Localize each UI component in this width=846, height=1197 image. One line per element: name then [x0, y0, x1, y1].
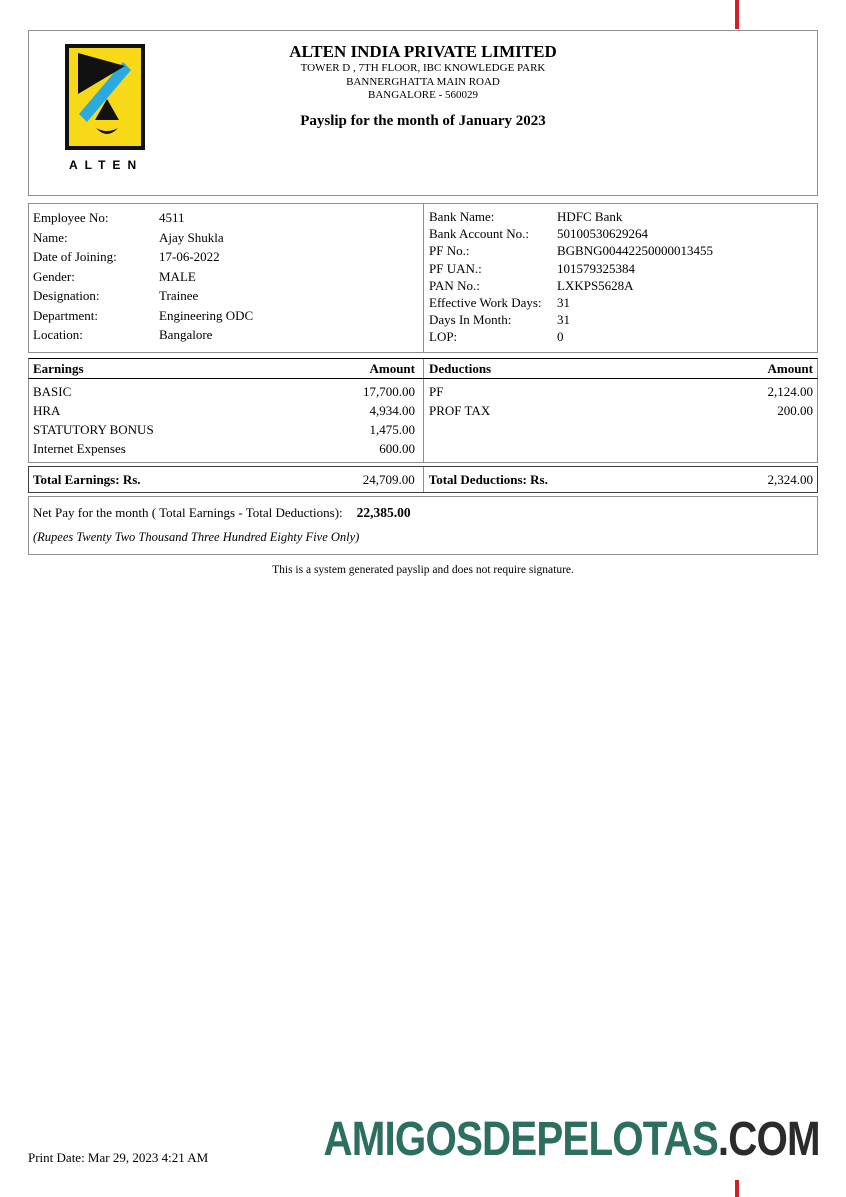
field-value: Engineering ODC	[159, 307, 254, 323]
employee-field-row	[424, 277, 817, 294]
field-label: Designation:	[33, 288, 100, 303]
employee-details-left	[29, 204, 423, 352]
totals-row	[28, 466, 818, 493]
earnings-header: Earnings	[33, 360, 84, 376]
field-label: Department:	[33, 307, 98, 323]
company-name: ALTEN INDIA PRIVATE LIMITED	[289, 42, 557, 61]
field-value: 101579325384	[557, 260, 635, 276]
employee-field-row	[424, 208, 817, 225]
company-address-line-3: BANGALORE - 560029	[368, 89, 478, 101]
total-deductions-label: Total Deductions: Rs.	[428, 471, 548, 487]
field-value: Ajay Shukla	[159, 229, 224, 245]
scan-mark-top	[735, 0, 739, 29]
field-label: Employee No:	[33, 210, 109, 225]
net-pay-label: Net Pay for the month ( Total Earnings - Total Deductions):	[33, 504, 343, 520]
deduction-label: PF	[429, 383, 444, 399]
earning-amount: 1,475.00	[369, 421, 415, 437]
field-value: BGBNG00442250000013455	[557, 243, 714, 259]
employee-field-row	[424, 225, 817, 242]
employee-field-row	[424, 294, 817, 311]
earning-row	[29, 439, 423, 458]
field-value: 31	[557, 312, 570, 328]
deduction-row	[424, 382, 817, 401]
company-address-line-1: TOWER D , 7TH FLOOR, IBC KNOWLEDGE PARK	[300, 62, 546, 74]
employee-field-row	[29, 228, 423, 248]
field-label: PAN No.:	[429, 277, 480, 293]
deduction-amount: 200.00	[777, 402, 813, 418]
payslip-document	[28, 30, 818, 576]
earning-label: STATUTORY BONUS	[33, 421, 154, 437]
field-value: 17-06-2022	[159, 249, 220, 264]
field-value: LXKPS5628A	[557, 277, 634, 293]
field-label: Date of Joining:	[33, 249, 117, 264]
field-value: 0	[557, 329, 564, 345]
field-label: Location:	[33, 327, 83, 342]
company-header-box	[28, 30, 818, 196]
employee-details-box	[28, 203, 818, 353]
watermark-brand: AMIGOSDEPELOTAS	[323, 1113, 719, 1166]
print-date: Print Date: Mar 29, 2023 4:21 AM	[28, 1150, 209, 1165]
employee-field-row	[29, 286, 423, 306]
employee-field-row	[424, 242, 817, 259]
employee-field-row	[424, 311, 817, 328]
company-address-line-2: BANNERGHATTA MAIN ROAD	[346, 75, 500, 88]
field-label: PF No.:	[429, 243, 470, 259]
earnings-amount-header: Amount	[369, 360, 415, 376]
deduction-amount: 2,124.00	[767, 383, 813, 399]
field-label: Name:	[33, 229, 68, 245]
earning-row	[29, 401, 423, 420]
alten-logo-text: ALTEN	[69, 158, 144, 172]
field-value: Bangalore	[159, 327, 213, 342]
alten-logo	[65, 44, 147, 172]
field-value: 50100530629264	[557, 226, 648, 242]
net-pay-words: (Rupees Twenty Two Thousand Three Hundred Eighty Five Only)	[33, 529, 360, 544]
employee-field-row	[29, 267, 423, 287]
employee-field-row	[424, 260, 817, 277]
deductions-header: Deductions	[429, 360, 492, 376]
net-pay-box	[28, 496, 818, 555]
earning-row	[29, 420, 423, 439]
field-label: LOP:	[429, 329, 458, 345]
total-earnings-amount: 24,709.00	[362, 471, 415, 487]
deduction-label: PROF TAX	[429, 402, 491, 418]
field-label: Gender:	[33, 268, 75, 284]
field-value: 31	[557, 295, 570, 311]
deductions-rows	[423, 379, 817, 462]
employee-field-row	[29, 325, 423, 345]
total-deductions-amount: 2,324.00	[767, 471, 813, 487]
employee-field-row	[424, 328, 817, 345]
earnings-deductions-body	[28, 379, 818, 463]
earning-amount: 600.00	[379, 440, 415, 456]
earning-label: BASIC	[33, 383, 72, 399]
watermark-suffix: .COM	[718, 1113, 820, 1166]
earning-amount: 17,700.00	[363, 383, 415, 399]
total-earnings-label: Total Earnings: Rs.	[33, 471, 141, 487]
field-label: Bank Name:	[429, 209, 495, 224]
system-note: This is a system generated payslip and does not require signature.	[272, 563, 574, 576]
earning-row	[29, 382, 423, 401]
payslip-title: Payslip for the month of January 2023	[300, 112, 546, 129]
alten-logo-icon	[65, 44, 145, 150]
scan-mark-bottom	[735, 1180, 739, 1197]
deductions-amount-header: Amount	[767, 360, 813, 376]
field-value: HDFC Bank	[557, 209, 623, 224]
field-label: PF UAN.:	[429, 260, 482, 276]
employee-field-row	[29, 208, 423, 228]
earning-label: HRA	[33, 402, 61, 418]
employee-details-right	[423, 204, 817, 352]
earning-amount: 4,934.00	[369, 402, 415, 418]
earning-label: Internet Expenses	[33, 440, 126, 456]
field-label: Days In Month:	[429, 312, 512, 328]
field-label: Bank Account No.:	[429, 226, 530, 242]
field-label: Effective Work Days:	[429, 295, 542, 311]
deduction-row	[424, 401, 817, 420]
employee-field-row	[29, 306, 423, 326]
net-pay-amount: 22,385.00	[356, 504, 411, 520]
field-value: 4511	[159, 210, 185, 225]
earnings-rows	[29, 379, 423, 462]
employee-field-row	[29, 247, 423, 267]
watermark	[324, 1112, 820, 1167]
earnings-deductions-header-row	[28, 358, 818, 379]
field-value: MALE	[159, 268, 196, 284]
field-value: Trainee	[159, 288, 199, 303]
